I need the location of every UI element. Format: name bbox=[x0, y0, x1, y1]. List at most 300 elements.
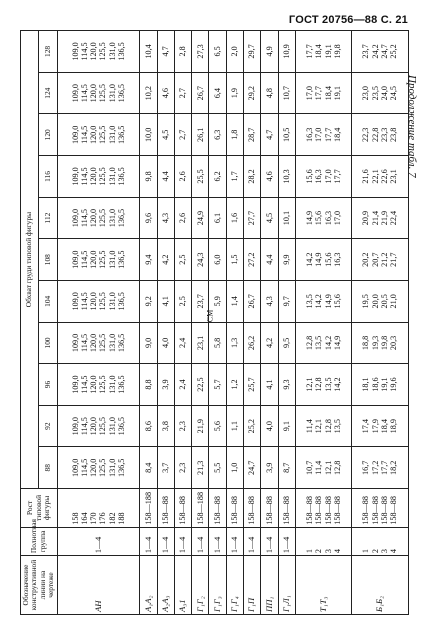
cell-value bbox=[209, 156, 226, 198]
cell-value bbox=[278, 280, 295, 322]
cell-line: 1,9 bbox=[230, 88, 240, 99]
cell-value bbox=[140, 31, 157, 73]
cell-line: 8,4 bbox=[143, 462, 153, 473]
cell-value bbox=[57, 447, 140, 489]
cell-line: 109,0 bbox=[70, 167, 80, 186]
cell-value bbox=[243, 156, 260, 198]
cell-line: 20,0 bbox=[370, 294, 380, 309]
cell-line: 131,0 bbox=[107, 333, 117, 353]
cell-line: 17,0 bbox=[304, 86, 314, 101]
cell-line: 20,5 bbox=[380, 294, 390, 309]
cell-line: 17,7 bbox=[314, 86, 324, 101]
cell-element: ПП₁ bbox=[261, 556, 278, 615]
cell-value bbox=[352, 239, 409, 281]
cell-value bbox=[209, 322, 226, 364]
cell-line: 164 bbox=[79, 512, 89, 525]
cell-value bbox=[352, 156, 409, 198]
table-row bbox=[295, 31, 351, 615]
cell-line: 120,0 bbox=[89, 375, 99, 394]
cell-line: 125,5 bbox=[98, 458, 108, 478]
cell-line: 24,0 bbox=[380, 86, 390, 101]
cell-line: 109,0 bbox=[70, 42, 80, 61]
cell-line: 131,0 bbox=[107, 42, 117, 61]
cell-group: 1—4 bbox=[209, 527, 226, 555]
cell-line: 18,9 bbox=[389, 419, 399, 434]
cell-line: 176 bbox=[98, 512, 108, 525]
cell-line: 120,0 bbox=[89, 292, 99, 311]
cell-value bbox=[278, 197, 295, 239]
cell-line: 6,1 bbox=[212, 212, 222, 224]
cell-line: 6,2 bbox=[212, 171, 222, 182]
cell-value bbox=[226, 447, 243, 489]
cell-element: Г₁Г₃ bbox=[209, 556, 226, 615]
cell-value bbox=[140, 322, 157, 364]
cell-line: 8,8 bbox=[143, 379, 153, 390]
cell-value bbox=[278, 239, 295, 281]
cell-line: 131,0 bbox=[107, 292, 117, 311]
cell-line: 25,2 bbox=[247, 419, 257, 434]
cell-line: 21,2 bbox=[380, 252, 390, 267]
cell-value bbox=[278, 322, 295, 364]
cell-line: 120,0 bbox=[89, 458, 99, 478]
table-row bbox=[226, 31, 243, 615]
cell-value bbox=[261, 239, 278, 281]
cell-value bbox=[243, 447, 260, 489]
table-row bbox=[174, 31, 191, 615]
cell-value bbox=[295, 447, 351, 489]
header-height: Рост типовой фигуры bbox=[21, 489, 58, 528]
cell-line: 17,2 bbox=[370, 460, 380, 475]
cell-line: 136,5 bbox=[117, 375, 127, 394]
cell-line: 19,3 bbox=[370, 335, 380, 351]
cell-line: 5,6 bbox=[212, 421, 222, 432]
cell-line: 170 bbox=[89, 512, 99, 525]
cell-value bbox=[157, 447, 174, 489]
cell-line: 158—188 bbox=[143, 491, 153, 525]
cell-line: 24,5 bbox=[389, 86, 399, 101]
cell-line: 158—88 bbox=[332, 496, 342, 525]
cell-line: 1,0 bbox=[230, 462, 240, 473]
cell-line: 17,9 bbox=[370, 419, 380, 434]
cell-group: 1—4 bbox=[174, 527, 191, 555]
header-group: Полнотная группа bbox=[21, 527, 58, 555]
cell-line: 24,9 bbox=[195, 210, 205, 226]
cell-value bbox=[157, 72, 174, 114]
cell-line: 21,9 bbox=[380, 210, 390, 226]
cell-value bbox=[295, 280, 351, 322]
cell-height bbox=[243, 489, 260, 528]
cell-value bbox=[209, 31, 226, 73]
cell-line: 2,3 bbox=[178, 462, 188, 473]
cell-line: 21,6 bbox=[361, 169, 371, 184]
cell-line: 2,7 bbox=[178, 129, 188, 140]
header-girth-108: 108 bbox=[39, 239, 57, 281]
cell-line: 2 bbox=[370, 549, 380, 554]
cell-value bbox=[174, 447, 191, 489]
cell-line: 158—88 bbox=[361, 496, 371, 525]
cell-value bbox=[261, 156, 278, 198]
cell-line: 120,0 bbox=[89, 83, 99, 103]
cell-element: Б₁Б₂ bbox=[352, 556, 409, 615]
cell-value bbox=[140, 280, 157, 322]
cell-group bbox=[352, 527, 409, 555]
cell-line: 26,1 bbox=[195, 127, 205, 142]
cell-line: 12,8 bbox=[304, 335, 314, 351]
cell-line: 13,5 bbox=[304, 294, 314, 309]
cell-line: 26,7 bbox=[195, 86, 205, 101]
cell-line: 18,4 bbox=[323, 86, 333, 101]
cell-line: 4,5 bbox=[264, 212, 274, 224]
cell-element: АН bbox=[57, 556, 140, 615]
cell-line: 136,5 bbox=[117, 292, 127, 311]
cell-line: 125,5 bbox=[98, 416, 108, 436]
cell-value bbox=[157, 197, 174, 239]
cell-value bbox=[192, 156, 209, 198]
cell-line: 15,6 bbox=[304, 169, 314, 184]
cell-line: 14,9 bbox=[304, 210, 314, 226]
cell-line: 136,5 bbox=[117, 333, 127, 353]
cell-line: 1,8 bbox=[230, 129, 240, 140]
cell-value bbox=[278, 364, 295, 406]
cell-line: 16,3 bbox=[332, 252, 342, 267]
cell-value bbox=[226, 156, 243, 198]
cell-value bbox=[352, 322, 409, 364]
cell-line: 9,4 bbox=[143, 254, 153, 265]
cell-value bbox=[174, 322, 191, 364]
cell-value bbox=[174, 280, 191, 322]
cell-value bbox=[243, 114, 260, 156]
cell-line: 5,9 bbox=[212, 296, 222, 307]
cell-line: 3,9 bbox=[264, 462, 274, 473]
cell-line: 22,4 bbox=[389, 210, 399, 226]
table-row bbox=[209, 31, 226, 615]
cell-line: 1,2 bbox=[230, 379, 240, 390]
cell-line: 131,0 bbox=[107, 458, 117, 478]
cell-line: 114,5 bbox=[79, 292, 89, 311]
cell-line: 120,0 bbox=[89, 416, 99, 436]
table-header bbox=[21, 31, 58, 615]
cell-value bbox=[157, 114, 174, 156]
cell-value bbox=[226, 197, 243, 239]
cell-value bbox=[226, 322, 243, 364]
cell-line: 14,9 bbox=[332, 335, 342, 351]
cell-line: 158—88 bbox=[281, 496, 291, 525]
cell-height bbox=[261, 489, 278, 528]
header-girth-128: 128 bbox=[39, 31, 57, 73]
cell-line: 6,3 bbox=[212, 129, 222, 140]
cell-line: 4,3 bbox=[161, 212, 171, 224]
cell-value bbox=[192, 364, 209, 406]
cell-height bbox=[278, 489, 295, 528]
cell-line: 4,4 bbox=[161, 171, 171, 182]
cell-value bbox=[352, 364, 409, 406]
cell-value bbox=[226, 364, 243, 406]
cell-line: 15,6 bbox=[314, 210, 324, 226]
cell-line: 25,2 bbox=[389, 44, 399, 59]
cell-line: 20,9 bbox=[361, 210, 371, 226]
cell-line: 18,6 bbox=[370, 377, 380, 392]
cell-line: 27,3 bbox=[195, 44, 205, 59]
cell-line: 23,5 bbox=[370, 86, 380, 101]
cell-height bbox=[209, 489, 226, 528]
cell-line: 18,8 bbox=[361, 335, 371, 351]
cell-line: 15,6 bbox=[323, 252, 333, 267]
cell-line: 21,3 bbox=[195, 460, 205, 475]
cell-line: 22,3 bbox=[361, 127, 371, 142]
cell-line: 19,1 bbox=[323, 44, 333, 59]
cell-group: 1—4 bbox=[140, 527, 157, 555]
header-girth-96: 96 bbox=[39, 364, 57, 406]
cell-line: 109,0 bbox=[70, 292, 80, 311]
cell-value bbox=[278, 72, 295, 114]
cell-line: 1,6 bbox=[230, 212, 240, 224]
cell-value bbox=[192, 31, 209, 73]
cell-line: 114,5 bbox=[79, 167, 89, 186]
cell-line: 125,5 bbox=[98, 333, 108, 353]
table-row bbox=[278, 31, 295, 615]
cell-line: 12,8 bbox=[323, 419, 333, 434]
cell-value bbox=[157, 322, 174, 364]
cell-line: 4,0 bbox=[264, 421, 274, 432]
cell-line: 109,0 bbox=[70, 83, 80, 103]
cell-value bbox=[295, 72, 351, 114]
cell-line: 14,9 bbox=[314, 252, 324, 267]
cell-value bbox=[157, 31, 174, 73]
cell-line: 131,0 bbox=[107, 250, 117, 269]
cell-value bbox=[140, 447, 157, 489]
cell-height bbox=[174, 489, 191, 528]
cell-line: 28,2 bbox=[247, 169, 257, 184]
cell-value bbox=[174, 31, 191, 73]
cell-line: 12,8 bbox=[314, 377, 324, 392]
cell-line: 18,2 bbox=[389, 460, 399, 475]
cell-value bbox=[243, 364, 260, 406]
cell-value bbox=[226, 405, 243, 447]
cell-line: 136,5 bbox=[117, 458, 127, 478]
cell-value bbox=[192, 405, 209, 447]
cell-line: 136,5 bbox=[117, 167, 127, 186]
cell-line: 114,5 bbox=[79, 84, 89, 103]
cell-value bbox=[243, 405, 260, 447]
cell-line: 11,4 bbox=[304, 419, 314, 434]
cell-line: 8,7 bbox=[281, 462, 291, 473]
cell-line: 158—88 bbox=[323, 496, 333, 525]
cell-line: 4,3 bbox=[264, 296, 274, 307]
cell-line: 25,5 bbox=[195, 169, 205, 184]
cell-line: 9,5 bbox=[281, 337, 291, 349]
cell-line: 125,5 bbox=[98, 208, 108, 228]
cell-value bbox=[352, 197, 409, 239]
cell-value bbox=[57, 114, 140, 156]
cell-line: 13,5 bbox=[314, 335, 324, 351]
cell-line: 131,0 bbox=[107, 416, 117, 436]
cell-line: 109,0 bbox=[70, 458, 80, 478]
header-girth-group: Обхват груди типовой фигуры bbox=[21, 31, 39, 489]
cell-line: 4,4 bbox=[264, 254, 274, 265]
cell-value bbox=[192, 322, 209, 364]
cell-line: 109,0 bbox=[70, 416, 80, 436]
table-continuation-label: Продолжение табл. 7 bbox=[406, 75, 418, 178]
cell-value bbox=[174, 239, 191, 281]
cell-line: 158—88 bbox=[264, 496, 274, 525]
cell-line: 109,0 bbox=[70, 333, 80, 353]
cell-line: 1,4 bbox=[230, 296, 240, 307]
cell-group: 1—4 bbox=[57, 527, 140, 555]
cell-line: 24,7 bbox=[247, 460, 257, 475]
cell-group: 1—4 bbox=[157, 527, 174, 555]
cell-value bbox=[295, 239, 351, 281]
cell-line: 10,0 bbox=[143, 127, 153, 142]
cell-line: 5,8 bbox=[212, 337, 222, 349]
cell-value bbox=[226, 280, 243, 322]
cell-line: 3,8 bbox=[161, 421, 171, 432]
cell-value bbox=[352, 72, 409, 114]
cell-line: 114,5 bbox=[79, 125, 89, 144]
cell-line: 109,0 bbox=[70, 125, 80, 145]
cell-line: 131,0 bbox=[107, 167, 117, 186]
cell-line: 14,2 bbox=[332, 377, 342, 392]
cell-value bbox=[278, 447, 295, 489]
cell-line: 21,4 bbox=[370, 210, 380, 226]
cell-line: 17,4 bbox=[361, 419, 371, 434]
cell-line: 4,2 bbox=[264, 337, 274, 349]
cell-value bbox=[278, 405, 295, 447]
cell-line: 4 bbox=[389, 549, 399, 554]
cell-line: 17,0 bbox=[332, 210, 342, 226]
cell-line: 20,7 bbox=[370, 252, 380, 267]
cell-group: 1—4 bbox=[278, 527, 295, 555]
cell-value bbox=[209, 447, 226, 489]
cell-line: 17,0 bbox=[314, 127, 324, 142]
cell-value bbox=[295, 322, 351, 364]
cell-line: 9,0 bbox=[143, 337, 153, 349]
cell-value bbox=[209, 114, 226, 156]
cell-line: 114,5 bbox=[79, 333, 89, 352]
cell-value bbox=[226, 239, 243, 281]
cell-value bbox=[57, 364, 140, 406]
cell-line: 9,1 bbox=[281, 421, 291, 432]
cell-height bbox=[352, 489, 409, 528]
cell-line: 120,0 bbox=[89, 125, 99, 145]
cell-value bbox=[157, 239, 174, 281]
cell-value bbox=[243, 72, 260, 114]
header-girth-92: 92 bbox=[39, 405, 57, 447]
cell-line: 158—88 bbox=[212, 496, 222, 525]
cell-value bbox=[295, 364, 351, 406]
cell-line: 2,4 bbox=[178, 337, 188, 349]
cell-line: 158—88 bbox=[380, 496, 390, 525]
cell-line: 158—88 bbox=[161, 496, 171, 525]
cell-value bbox=[192, 280, 209, 322]
cell-line: 10,9 bbox=[281, 44, 291, 59]
cell-value bbox=[209, 364, 226, 406]
cell-line: 120,0 bbox=[89, 42, 99, 61]
cell-line: 10,3 bbox=[281, 169, 291, 184]
cell-line: 11,4 bbox=[314, 460, 324, 475]
cell-line: 4,0 bbox=[161, 337, 171, 349]
cell-line: 16,7 bbox=[361, 460, 371, 475]
cell-value bbox=[157, 364, 174, 406]
cell-line: 22,6 bbox=[380, 169, 390, 184]
cell-height bbox=[226, 489, 243, 528]
cell-line: 12,1 bbox=[314, 419, 324, 434]
cell-line: 22,1 bbox=[370, 169, 380, 184]
cell-element: А₃1 bbox=[174, 556, 191, 615]
cell-line: 109,0 bbox=[70, 250, 80, 269]
cell-line: 4,9 bbox=[264, 46, 274, 57]
cell-value bbox=[157, 156, 174, 198]
cell-line: 17,7 bbox=[332, 169, 342, 184]
cell-line: 18,4 bbox=[380, 419, 390, 434]
cell-element: Т₁Т₃ bbox=[295, 556, 351, 615]
header-element: Обозначение конструктивной линии на чертеже bbox=[21, 556, 58, 615]
cell-line: 3,9 bbox=[161, 379, 171, 390]
cell-line: 120,0 bbox=[89, 333, 99, 353]
cell-value bbox=[352, 447, 409, 489]
cell-line: 19,5 bbox=[361, 294, 371, 309]
cell-element: Г₁Г₂ bbox=[192, 556, 209, 615]
header-girth-124: 124 bbox=[39, 72, 57, 114]
cell-value bbox=[243, 239, 260, 281]
cell-line: 4,1 bbox=[161, 296, 171, 307]
cell-line: 114,5 bbox=[79, 250, 89, 269]
cell-height bbox=[140, 489, 157, 528]
cell-value bbox=[261, 447, 278, 489]
cell-line: 9,8 bbox=[143, 171, 153, 182]
cell-value bbox=[57, 197, 140, 239]
cell-line: 16,3 bbox=[314, 169, 324, 184]
cell-line: 2,3 bbox=[178, 421, 188, 432]
cell-element: Г₁П bbox=[243, 556, 260, 615]
cell-group: 1—4 bbox=[243, 527, 260, 555]
cell-value bbox=[352, 31, 409, 73]
cell-value bbox=[140, 197, 157, 239]
cell-line: 24,2 bbox=[370, 44, 380, 59]
cell-line: 9,6 bbox=[143, 212, 153, 224]
cell-line: 136,5 bbox=[117, 250, 127, 269]
cell-line: 1,3 bbox=[230, 337, 240, 349]
cell-line: 27,2 bbox=[247, 252, 257, 267]
cell-line: 136,5 bbox=[117, 83, 127, 103]
cell-line: 17,0 bbox=[323, 169, 333, 184]
cell-line: 19,8 bbox=[332, 44, 342, 59]
cell-line: 125,5 bbox=[98, 292, 108, 311]
cell-line: 25,7 bbox=[247, 377, 257, 392]
cell-line: 120,0 bbox=[89, 208, 99, 228]
cell-line: 4,8 bbox=[264, 88, 274, 99]
cell-value bbox=[174, 405, 191, 447]
cell-line: 114,5 bbox=[79, 458, 89, 477]
cell-value bbox=[140, 72, 157, 114]
page-number: СМ bbox=[205, 309, 215, 323]
cell-value bbox=[261, 280, 278, 322]
cell-line: 3 bbox=[323, 549, 333, 554]
cell-element: Г₁Г₄ bbox=[226, 556, 243, 615]
cell-value bbox=[57, 72, 140, 114]
cell-line: 125,5 bbox=[98, 125, 108, 145]
cell-line: 22,5 bbox=[195, 377, 205, 392]
cell-element: А₁А₂ bbox=[140, 556, 157, 615]
cell-line: 158 bbox=[70, 512, 80, 525]
cell-line: 158—88 bbox=[389, 496, 399, 525]
table-row bbox=[57, 31, 140, 615]
cell-value bbox=[209, 72, 226, 114]
table-row bbox=[261, 31, 278, 615]
cell-line: 1,7 bbox=[230, 171, 240, 182]
cell-line: 158—88 bbox=[230, 496, 240, 525]
cell-line: 4,5 bbox=[161, 129, 171, 140]
table-row bbox=[157, 31, 174, 615]
